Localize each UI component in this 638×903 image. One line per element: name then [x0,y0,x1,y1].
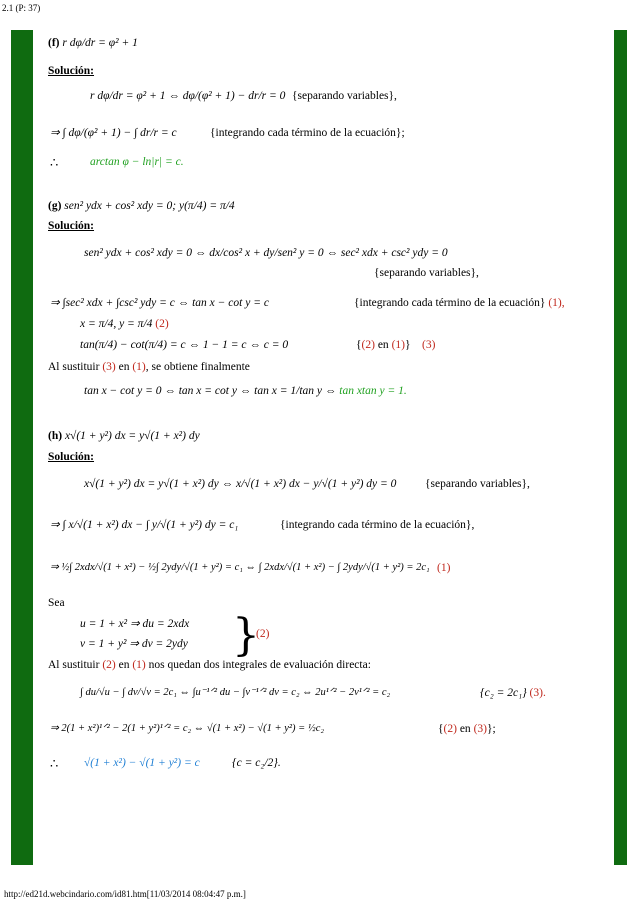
g-step2-ref: (1), [548,297,565,309]
problem-f-label: (f) [48,37,60,49]
g-subst-a: Al sustituir [48,361,103,373]
g-subst-en: en [115,361,133,373]
g-step3-ref1: (1) [391,339,405,351]
h-answer-note: {c = c₂/2}. [232,757,281,769]
f-answer: arctan φ − ln|r| = c. [90,156,184,168]
h-step4-note-text: {c₂ = 2c₁} [480,687,527,699]
problem-g-equation: sen² ydx + cos² xdy = 0; y(π/4) = π/4 [64,200,235,212]
h-subst-ref1: (1) [132,659,146,671]
h-subst-en: en [115,659,133,671]
h-step4: ∫ du/√u − ∫ dv/√v = 2c₁ ⇔ ∫u⁻¹ᐟ² du − ∫v⁻¹ᐟ² dv = c₂ ⇔ 2u¹ᐟ² − 2v¹ᐟ² = c₂ [80,687,391,698]
h-answer: √(1 + x²) − √(1 + y²) = c [84,757,200,769]
g-condition-ref: (2) [155,318,169,330]
h-step2: ⇒ ∫ x/√(1 + x²) dx − ∫ y/√(1 + y²) dy = c₁ [50,519,239,531]
left-green-border [11,30,33,865]
problem-f [48,38,138,50]
solution-g-heading: Solución: [48,220,95,232]
g-step3-ref2: (2) [361,339,375,351]
h-substitution [48,660,371,672]
f-step1: r dφ/dr = φ² + 1 ⇔ dφ/(φ² + 1) − dr/r = 0 [90,90,286,102]
h-step5-ref2: (2) [443,723,457,735]
g-subst-b: , se obtiene finalmente [145,361,250,373]
g-step1-note: {separando variables}, [374,267,479,279]
h-subst-b: nos quedan dos integrales de evaluación directa: [145,659,371,671]
h-step3-ref: (1) [437,562,451,574]
f-step1-note: {separando variables}, [292,90,397,102]
h-sub-brace: } [232,610,260,661]
h-step5: ⇒ 2(1 + x²)¹ᐟ² − 2(1 + y²)¹ᐟ² = c₂ ⇔ √(1 + x²) − √(1 + y²) = ½c₂ [50,723,325,734]
right-green-border [614,30,627,865]
g-condition-text: x = π/4, y = π/4 [80,318,153,330]
h-step3: ⇒ ½∫ 2xdx/√(1 + x²) − ½∫ 2ydy/√(1 + y²) = c₁ ⇔ ∫ 2xdx/√(1 + x²) − ∫ 2ydy/√(1 + y²) = 2c₁ [50,562,430,573]
problem-g [48,201,235,213]
h-step4-note [480,688,546,700]
page-header: 2.1 (P: 37) [2,3,41,13]
h-subst-a: Al sustituir [48,659,103,671]
g-subst-ref1: (1) [132,361,146,373]
g-step2-note [354,298,565,310]
problem-h [48,431,200,443]
h-step2-note: {integrando cada término de la ecuación}, [280,519,475,531]
problem-g-label: (g) [48,200,62,212]
g-final [84,386,407,398]
problem-h-equation: x√(1 + y²) dx = y√(1 + x²) dy [64,430,200,442]
g-step3-ref3: (3) [422,339,436,351]
h-step4-ref: (3). [529,687,546,699]
h-sea: Sea [48,597,65,609]
h-subst-ref2: (2) [102,659,116,671]
g-step1: sen² ydx + cos² xdy = 0 ⇔ dx/cos² x + dy/sen² y = 0 ⇔ sec² xdx + csc² ydy = 0 [84,247,448,259]
g-condition [80,319,169,331]
problem-f-equation: r dφ/dr = φ² + 1 [62,37,138,49]
h-step5-en: en [456,723,474,735]
h-step5-brace-close: }; [486,723,496,735]
g-step2-note-text: {integrando cada término de la ecuación} [354,297,546,309]
g-final-text: tan x − cot y = 0 ⇔ tan x = cot y ⇔ tan x = 1/tan y ⇔ [84,385,337,397]
solution-f-heading: Solución: [48,65,95,77]
g-step2: ⇒ ∫sec² xdx + ∫csc² ydy = c ⇔ tan x − cot y = c [50,297,269,309]
g-step3-brace-close: } [404,339,411,351]
solution-h-heading: Solución: [48,451,95,463]
h-step5-brace-open: { [438,723,444,735]
g-substitution [48,362,250,374]
h-sub-v: v = 1 + y² ⇒ dv = 2ydy [80,638,188,650]
f-step2: ⇒ ∫ dφ/(φ² + 1) − ∫ dr/r = c [50,127,177,139]
h-sub-u: u = 1 + x² ⇒ du = 2xdx [80,618,190,630]
g-step3-note [356,340,435,352]
g-answer: tan xtan y = 1. [339,385,407,397]
h-step5-note [438,724,496,736]
h-step5-ref3: (3) [473,723,487,735]
g-step3-en: en [374,339,392,351]
f-therefore: ∴ [50,155,59,170]
page-footer-url: http://ed21d.webcindario.com/id81.htm[11/03/2014 08:04:47 p.m.] [4,889,246,899]
h-step1-note: {separando variables}, [425,478,530,490]
f-step2-note: {integrando cada término de la ecuación}; [210,127,405,139]
g-step3-brace-open: { [356,339,362,351]
h-sub-ref: (2) [256,628,270,640]
h-therefore: ∴ [50,756,59,771]
h-step1: x√(1 + y²) dx = y√(1 + x²) dy ⇔ x/√(1 + x²) dx − y/√(1 + y²) dy = 0 [84,478,397,490]
problem-h-label: (h) [48,430,63,442]
g-step3: tan(π/4) − cot(π/4) = c ⇔ 1 − 1 = c ⇔ c = 0 [80,339,289,351]
g-subst-ref3: (3) [102,361,116,373]
